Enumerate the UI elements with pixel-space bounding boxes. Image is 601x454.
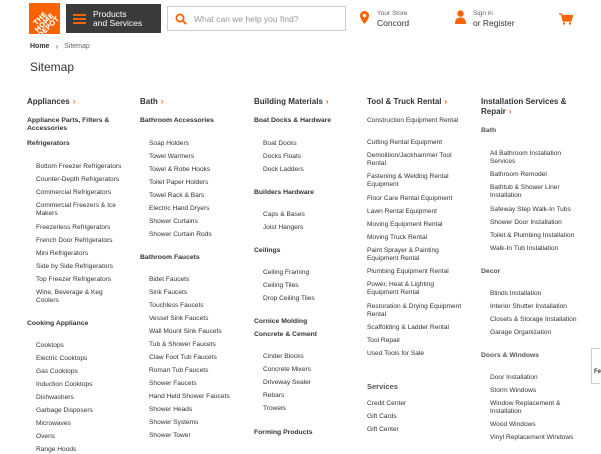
- list-item[interactable]: Ovens: [36, 433, 56, 440]
- list-item[interactable]: Towel & Robe Hooks: [149, 166, 211, 173]
- store-label: Your Store: [377, 10, 408, 17]
- subcategory[interactable]: Doors & Windows: [481, 352, 540, 359]
- list-item[interactable]: Window Replacement & Installation: [490, 400, 561, 415]
- list-item[interactable]: Construction Equipment Rental: [367, 117, 459, 124]
- location-pin-icon: [360, 11, 369, 24]
- list-item[interactable]: Gift Cards: [367, 413, 397, 420]
- list-item[interactable]: Bidet Faucets: [149, 276, 190, 283]
- list-item[interactable]: Tub & Shower Faucets: [149, 341, 216, 348]
- services-heading[interactable]: Services: [367, 382, 398, 391]
- category-building-materials[interactable]: [254, 97, 329, 107]
- list-item[interactable]: Hand Held Shower Faucets: [149, 393, 230, 400]
- list-item[interactable]: Side by Side Refrigerators: [36, 263, 113, 270]
- list-item[interactable]: Joist Hangers: [263, 224, 304, 231]
- list-item[interactable]: Dishwashers: [36, 394, 74, 401]
- list-item[interactable]: Shower Curtain Rods: [149, 231, 212, 238]
- chevron-right-icon: ›: [325, 97, 329, 106]
- list-item[interactable]: Demolition/Jackhammer Tool Rental: [367, 152, 452, 167]
- list-item[interactable]: Docks Floats: [263, 153, 302, 160]
- list-item[interactable]: Mini Refrigerators: [36, 250, 89, 257]
- category-appliances[interactable]: [27, 97, 75, 107]
- breadcrumb-current: Sitemap: [64, 43, 90, 50]
- list-item[interactable]: Gas Cooktops: [36, 368, 78, 375]
- list-item[interactable]: Lawn Rental Equipment: [367, 208, 438, 215]
- list-item[interactable]: Power, Heat & Lighting Equipment Rental: [367, 281, 435, 296]
- list-item[interactable]: Shower Systems: [149, 419, 199, 426]
- subcategory[interactable]: Builders Hardware: [254, 189, 315, 196]
- list-item[interactable]: Moving Equipment Rental: [367, 221, 443, 228]
- subcategory[interactable]: Concrete & Cement: [254, 331, 318, 338]
- list-item[interactable]: Wall Mount Sink Faucets: [149, 328, 222, 335]
- category-label: Bath: [140, 97, 158, 106]
- store-selector[interactable]: [360, 10, 409, 28]
- logo-text: THE HOME DEPOT: [31, 10, 61, 40]
- list-item[interactable]: Garage Organization: [490, 329, 552, 336]
- list-item[interactable]: Shower Door Installation: [490, 219, 562, 226]
- list-item[interactable]: Rebars: [263, 392, 285, 399]
- list-item[interactable]: Sink Faucets: [149, 289, 188, 296]
- list-item[interactable]: Ceiling Framing: [263, 269, 310, 276]
- search-input[interactable]: [194, 14, 344, 24]
- list-item[interactable]: Used Tools for Sale: [367, 350, 425, 357]
- subcategory[interactable]: Ceilings: [254, 247, 281, 254]
- list-item[interactable]: Electric Cooktops: [36, 355, 88, 362]
- list-item[interactable]: Interior Shutter Installation: [490, 303, 567, 310]
- list-item[interactable]: Bathtub & Shower Liner Installation: [490, 184, 560, 199]
- list-item[interactable]: Credit Center: [367, 400, 407, 407]
- list-item[interactable]: Safeway Step Walk-In Tubs: [490, 206, 571, 213]
- signin-label: Sign in: [473, 10, 493, 17]
- subcategory[interactable]: Refrigerators: [27, 140, 70, 147]
- list-item[interactable]: Vessel Sink Faucets: [149, 315, 209, 322]
- list-item[interactable]: Door Installation: [490, 374, 538, 381]
- list-item[interactable]: Shower Faucets: [149, 380, 197, 387]
- list-item[interactable]: Concrete Mixers: [263, 366, 312, 373]
- list-item[interactable]: Cutting Rental Equipment: [367, 139, 443, 146]
- list-item[interactable]: Bottom Freezer Refrigerators: [36, 163, 122, 170]
- list-item[interactable]: Cooktops: [36, 342, 64, 349]
- breadcrumb: [30, 42, 90, 51]
- subcategory[interactable]: Forming Products: [254, 429, 313, 436]
- chevron-right-icon: ›: [508, 107, 512, 116]
- subcategory[interactable]: Cooking Appliance: [27, 320, 89, 327]
- category-label-line1: Installation Services &: [481, 97, 567, 106]
- menu-label-line2: and Services: [93, 17, 143, 28]
- list-item[interactable]: Wine, Beverage & Keg Coolers: [36, 289, 103, 304]
- list-item[interactable]: Paint Sprayer & Painting Equipment Rental: [367, 247, 439, 262]
- list-item[interactable]: Touchless Faucets: [149, 302, 204, 309]
- list-item[interactable]: Towel Warmers: [149, 153, 195, 160]
- list-item[interactable]: Commercial Refrigerators: [36, 189, 112, 196]
- category-installation-services[interactable]: [481, 97, 566, 117]
- chevron-right-icon: ›: [72, 97, 76, 106]
- chevron-right-icon: ›: [55, 42, 59, 51]
- products-and-services-button[interactable]: [66, 4, 161, 33]
- list-item[interactable]: Claw Foot Tub Faucets: [149, 354, 217, 361]
- list-item[interactable]: Shower Tower: [149, 432, 191, 439]
- list-item[interactable]: Boat Docks: [263, 140, 297, 147]
- list-item[interactable]: Commercial Freezers & Ice Makers: [36, 202, 116, 217]
- list-item[interactable]: All Bathroom Installation Services: [490, 150, 562, 165]
- list-item[interactable]: Freezerless Refrigerators: [36, 224, 111, 231]
- user-icon: [455, 10, 466, 24]
- page-title: Sitemap: [30, 60, 75, 74]
- list-item[interactable]: Counter-Depth Refrigerators: [36, 176, 120, 183]
- list-item[interactable]: Floor Care Rental Equipment: [367, 195, 453, 202]
- list-item[interactable]: Gift Center: [367, 426, 399, 433]
- list-item[interactable]: Moving Truck Rental: [367, 234, 428, 241]
- list-item[interactable]: Walk-In Tub Installation: [490, 245, 559, 252]
- list-item[interactable]: Induction Cooktops: [36, 381, 93, 388]
- list-item[interactable]: Vinyl Replacement Windows: [490, 434, 574, 441]
- list-item[interactable]: Fastening & Welding Rental Equipment: [367, 173, 449, 188]
- list-item[interactable]: Plumbing Equipment Rental: [367, 268, 449, 275]
- subcategory[interactable]: Appliance Parts, Filters & Accessories: [27, 117, 110, 132]
- search-bar[interactable]: [167, 6, 346, 31]
- list-item[interactable]: Soap Holders: [149, 140, 189, 147]
- list-item[interactable]: Towel Rack & Bars: [149, 192, 205, 199]
- list-item[interactable]: Range Hoods: [36, 446, 77, 453]
- breadcrumb-home-link[interactable]: Home: [30, 43, 50, 50]
- account-signin[interactable]: [455, 10, 515, 28]
- search-icon[interactable]: [175, 13, 187, 25]
- list-item[interactable]: Shower Heads: [149, 406, 193, 413]
- category-bath[interactable]: [140, 97, 163, 107]
- register-label: or Register: [473, 18, 515, 28]
- subcategory[interactable]: Bathroom Faucets: [140, 254, 200, 261]
- list-item[interactable]: Roman Tub Faucets: [149, 367, 209, 374]
- list-item[interactable]: Wood Windows: [490, 421, 536, 428]
- menu-label-line1: Products: [93, 8, 127, 19]
- list-item[interactable]: Tool Repair: [367, 337, 401, 344]
- list-item[interactable]: Scaffolding & Ladder Rental: [367, 324, 449, 331]
- home-depot-logo[interactable]: [29, 3, 61, 40]
- feedback-label: Fe: [594, 369, 601, 375]
- list-item[interactable]: Cinder Blocks: [263, 353, 304, 360]
- subcategory[interactable]: Bath: [481, 127, 497, 134]
- list-item[interactable]: Toilet & Plumbing Installation: [490, 232, 575, 239]
- list-item[interactable]: Microwaves: [36, 420, 71, 427]
- subcategory[interactable]: Bathroom Accessories: [140, 117, 214, 124]
- list-item[interactable]: Driveway Sealer: [263, 379, 312, 386]
- list-item[interactable]: Trowels: [263, 405, 286, 412]
- list-item[interactable]: Bathroom Remodel: [490, 171, 547, 178]
- list-item[interactable]: Toilet Paper Holders: [149, 179, 209, 186]
- list-item[interactable]: Closets & Storage Installation: [490, 316, 577, 323]
- feedback-tab[interactable]: [591, 348, 600, 384]
- list-item[interactable]: Garbage Disposers: [36, 407, 93, 414]
- list-item[interactable]: Dock Ladders: [263, 166, 304, 173]
- list-item[interactable]: Caps & Bases: [263, 211, 305, 218]
- chevron-right-icon: ›: [160, 97, 164, 106]
- category-label: Building Materials: [254, 97, 323, 106]
- subcategory[interactable]: Decor: [481, 268, 501, 275]
- cart-icon[interactable]: [559, 13, 573, 25]
- list-item[interactable]: Shower Curtains: [149, 218, 198, 225]
- list-item[interactable]: French Door Refrigerators: [36, 237, 113, 244]
- category-label: Tool & Truck Rental: [367, 97, 442, 106]
- list-item[interactable]: Top Freezer Refrigerators: [36, 276, 112, 283]
- category-label-line2: Repair: [481, 107, 506, 116]
- hamburger-icon: [73, 12, 86, 26]
- list-item[interactable]: Restoration & Drying Equipment Rental: [367, 303, 462, 318]
- list-item[interactable]: Storm Windows: [490, 387, 537, 394]
- subcategory[interactable]: Cornice Molding: [254, 318, 308, 325]
- category-tool-truck-rental[interactable]: [367, 97, 447, 107]
- list-item[interactable]: Electric Hand Dryers: [149, 205, 210, 212]
- chevron-right-icon: ›: [444, 97, 448, 106]
- list-item[interactable]: Drop Ceiling Tiles: [263, 295, 315, 302]
- list-item[interactable]: Ceiling Tiles: [263, 282, 299, 289]
- category-label: Appliances: [27, 97, 70, 106]
- header: [0, 0, 600, 40]
- store-name: Concord: [377, 18, 410, 28]
- list-item[interactable]: Blinds Installation: [490, 290, 542, 297]
- subcategory[interactable]: Boat Docks & Hardware: [254, 117, 332, 124]
